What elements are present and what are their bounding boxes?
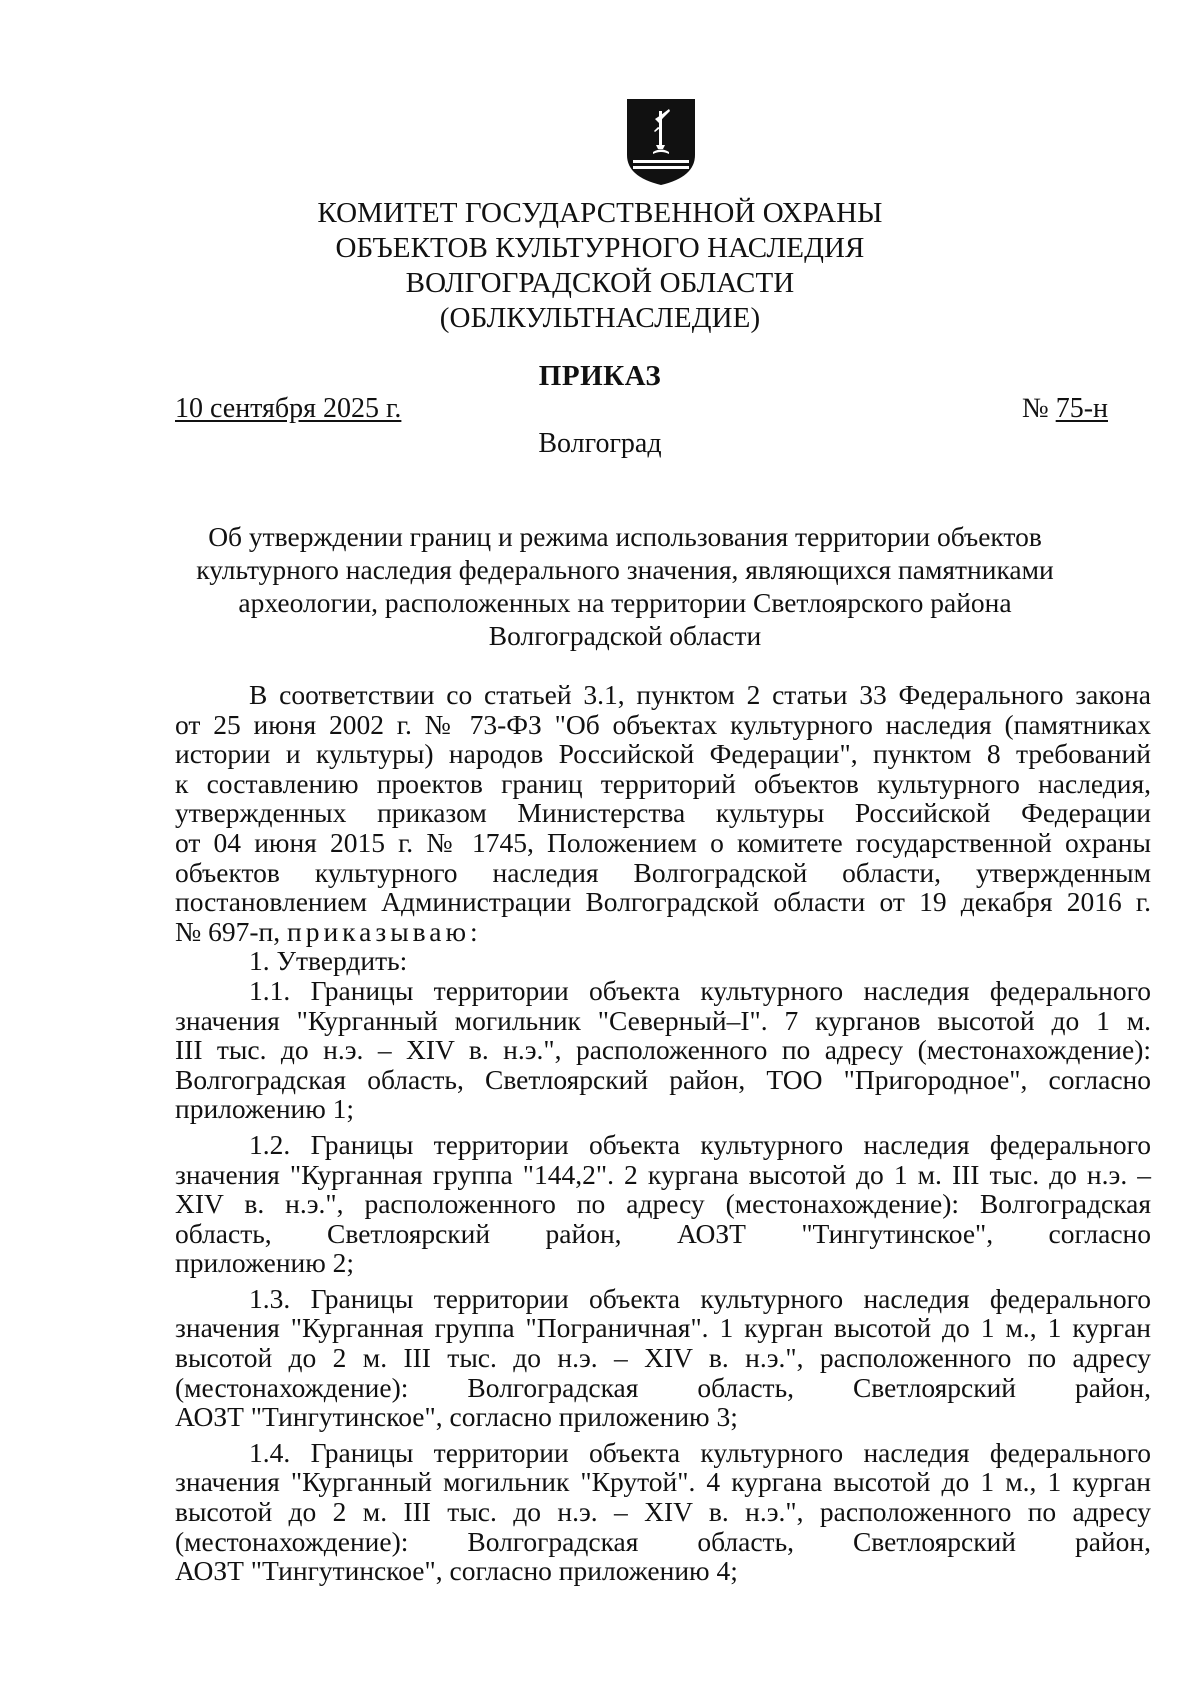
body-line: объектов культурного наследия Волгоградской области, утвержденным xyxy=(175,856,1151,888)
org-line: ОБЪЕКТОВ КУЛЬТУРНОГО НАСЛЕДИЯ xyxy=(335,232,865,264)
order-number xyxy=(1022,393,1108,425)
org-line: ВОЛГОГРАДСКОЙ ОБЛАСТИ xyxy=(405,267,795,299)
body-line: XIV в. н.э.", расположенного по адресу (местонахождение): Волгоградская xyxy=(175,1188,1151,1220)
item-1: 1. Утвердить: xyxy=(249,945,408,977)
body-line: высотой до 2 м. III тыс. до н.э. – XIV в. н.э.", расположенного по адресу xyxy=(175,1496,1151,1528)
body-line: значения "Курганный могильник "Северный–I". 7 курганов высотой до 1 м. xyxy=(175,1004,1151,1036)
body-line: 1.1. Границы территории объекта культурного наследия федерального xyxy=(249,974,1151,1006)
body-line: от 04 июня 2015 г. № 1745, Положением о комитете государственной охраны xyxy=(175,826,1151,858)
body-line: утвержденных приказом Министерства культуры Российской Федерации xyxy=(175,797,1151,829)
body-line: В соответствии со статьей 3.1, пунктом 2 статьи 33 Федерального закона xyxy=(249,679,1151,710)
body-line: приложению 2; xyxy=(175,1247,355,1279)
body-line: 1.3. Границы территории объекта культурного наследия федерального xyxy=(249,1282,1151,1314)
coat-of-arms-emblem xyxy=(625,97,697,187)
body-line: от 25 июня 2002 г. № 73-ФЗ "Об объектах культурного наследия (памятниках xyxy=(175,708,1151,740)
body-line: III тыс. до н.э. – XIV в. н.э.", расположенного по адресу (местонахождение): xyxy=(175,1034,1151,1066)
body-line: АОЗТ "Тингутинское", согласно приложению 4; xyxy=(175,1555,738,1587)
order-number-value: 75-н xyxy=(1055,393,1108,424)
subject-line: Волгоградской области xyxy=(488,620,762,651)
body-line: область, Светлоярский район, АОЗТ "Тингутинское", согласно xyxy=(175,1217,1151,1249)
order-directive: приказываю: xyxy=(287,915,482,947)
order-number-prefix: № xyxy=(1021,393,1056,424)
body-line: (местонахождение): Волгоградская область, Светлоярский район, xyxy=(175,1525,1151,1557)
body-line: значения "Курганный могильник "Крутой". 4 кургана высотой до 1 м., 1 курган xyxy=(175,1466,1151,1498)
body-line: приложению 1; xyxy=(175,1093,355,1125)
document-type-title: ПРИКАЗ xyxy=(538,360,662,392)
body-line: (местонахождение): Волгоградская область, Светлоярский район, xyxy=(175,1371,1151,1403)
body-line: значения "Курганная группа "144,2". 2 кургана высотой до 1 м. III тыс. до н.э. – xyxy=(175,1158,1151,1190)
body-line: высотой до 2 м. III тыс. до н.э. – XIV в. н.э.", расположенного по адресу xyxy=(175,1342,1151,1374)
body-line: постановлением Администрации Волгоградской области от 19 декабря 2016 г. xyxy=(175,886,1151,918)
subject-line: Об утверждении границ и режима использования территории объектов xyxy=(208,521,1042,552)
city-name: Волгоград xyxy=(538,428,662,459)
org-line: КОМИТЕТ ГОСУДАРСТВЕННОЙ ОХРАНЫ xyxy=(317,197,883,229)
org-line: (ОБЛКУЛЬТНАСЛЕДИЕ) xyxy=(439,302,761,334)
body-line: 1.2. Границы территории объекта культурного наследия федерального xyxy=(249,1128,1151,1160)
body-line: 1.4. Границы территории объекта культурного наследия федерального xyxy=(249,1436,1151,1468)
order-body xyxy=(175,680,1151,1586)
body-line: значения "Курганная группа "Пограничная". 1 курган высотой до 1 м., 1 курган xyxy=(175,1312,1151,1344)
body-line: к составлению проектов границ территорий объектов культурного наследия, xyxy=(175,767,1151,799)
body-line: АОЗТ "Тингутинское", согласно приложению 3; xyxy=(175,1401,738,1433)
body-line: истории и культуры) народов Российской Федерации", пунктом 8 требований xyxy=(175,738,1151,770)
order-subject xyxy=(160,520,1090,652)
body-line xyxy=(175,917,1151,947)
subject-line: археологии, расположенных на территории Светлоярского района xyxy=(238,587,1012,618)
body-text: № 697-п, xyxy=(175,915,287,947)
body-line: Волгоградская область, Светлоярский район, ТОО "Пригородное", согласно xyxy=(175,1063,1151,1095)
subject-line: культурного наследия федерального значения, являющихся памятниками xyxy=(196,554,1054,585)
organization-name xyxy=(0,196,1200,336)
order-date: 10 сентября 2025 г. xyxy=(175,393,402,424)
